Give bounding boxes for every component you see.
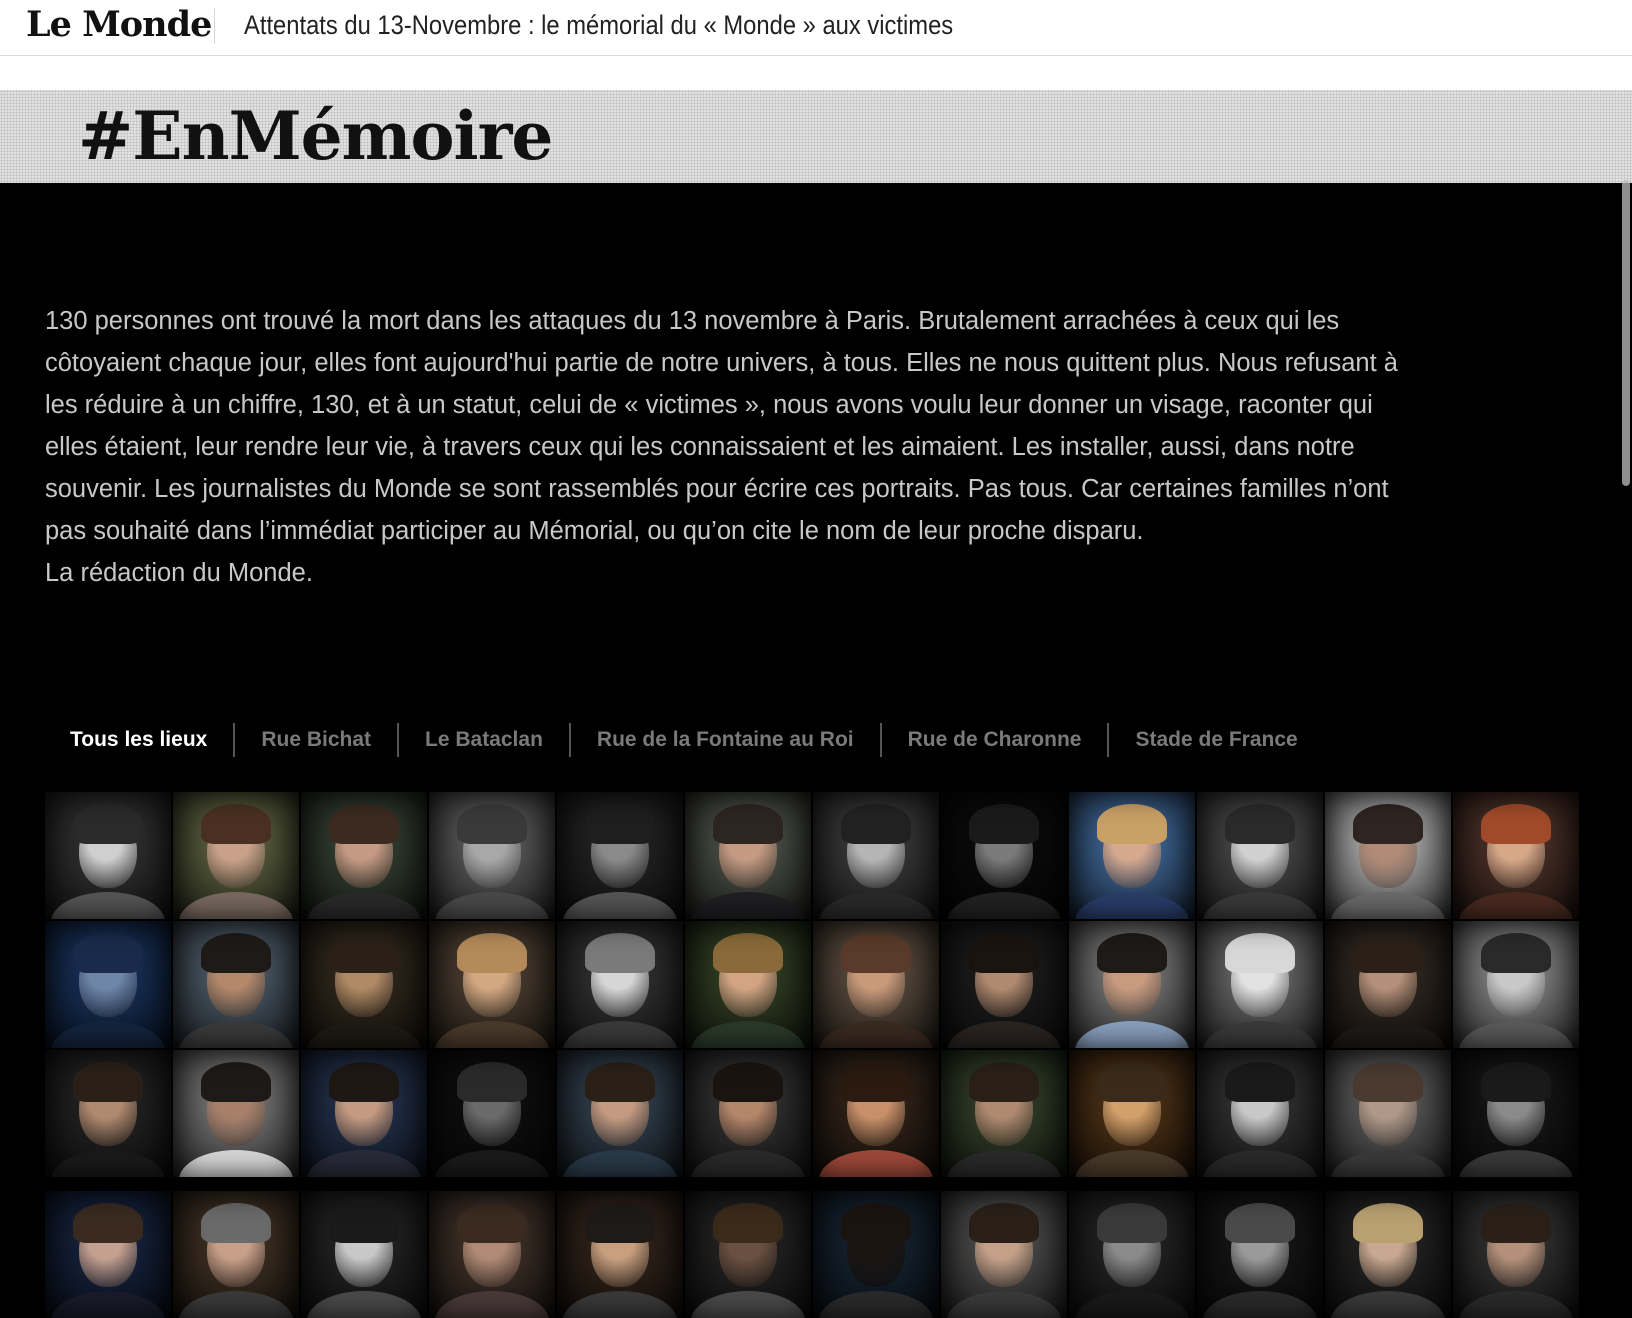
victim-portrait[interactable] bbox=[173, 921, 299, 1048]
portrait-vignette bbox=[1325, 921, 1451, 1048]
victim-portrait[interactable] bbox=[173, 1191, 299, 1318]
location-tabs bbox=[44, 720, 1324, 760]
victim-portrait[interactable] bbox=[301, 1050, 427, 1177]
victim-portrait[interactable] bbox=[941, 792, 1067, 919]
victim-portrait[interactable] bbox=[1069, 1191, 1195, 1318]
victim-portrait[interactable] bbox=[45, 792, 171, 919]
victim-portrait[interactable] bbox=[685, 792, 811, 919]
victim-portrait[interactable] bbox=[1069, 921, 1195, 1048]
portrait-vignette bbox=[813, 1050, 939, 1177]
article-title: Attentats du 13-Novembre : le mémorial du « Monde » aux victimes bbox=[244, 10, 954, 40]
portrait-vignette bbox=[557, 1191, 683, 1318]
portrait-vignette bbox=[173, 792, 299, 919]
portrait-vignette bbox=[429, 1191, 555, 1318]
portrait-vignette bbox=[301, 792, 427, 919]
victim-portrait[interactable] bbox=[429, 1050, 555, 1177]
portrait-vignette bbox=[301, 1050, 427, 1177]
portrait-vignette bbox=[429, 1050, 555, 1177]
tab-le-bataclan[interactable]: Le Bataclan bbox=[425, 728, 543, 751]
victim-portrait[interactable] bbox=[941, 1191, 1067, 1318]
victim-portrait[interactable] bbox=[941, 1050, 1067, 1177]
portrait-vignette bbox=[1325, 1191, 1451, 1318]
victim-portrait[interactable] bbox=[557, 1191, 683, 1318]
portrait-vignette bbox=[301, 921, 427, 1048]
tab-rue-de-la-fontaine-au-roi[interactable]: Rue de la Fontaine au Roi bbox=[596, 728, 854, 751]
portrait-vignette bbox=[1069, 792, 1195, 919]
victim-portrait[interactable] bbox=[1325, 792, 1451, 919]
page-scrollbar[interactable] bbox=[1618, 56, 1632, 1256]
victim-portrait[interactable] bbox=[813, 921, 939, 1048]
victim-portrait[interactable] bbox=[1197, 921, 1323, 1048]
portrait-grid bbox=[45, 792, 1584, 1306]
portrait-vignette bbox=[173, 921, 299, 1048]
intro-signature: La rédaction du Monde. bbox=[45, 559, 313, 587]
victim-portrait[interactable] bbox=[685, 921, 811, 1048]
site-header bbox=[0, 0, 1632, 56]
tab-rue-de-charonne[interactable]: Rue de Charonne bbox=[907, 728, 1082, 751]
portrait-vignette bbox=[685, 1050, 811, 1177]
victim-portrait[interactable] bbox=[301, 1191, 427, 1318]
scrollbar-thumb[interactable] bbox=[1622, 180, 1630, 486]
victim-portrait[interactable] bbox=[1453, 792, 1579, 919]
portrait-vignette bbox=[1453, 921, 1579, 1048]
victim-portrait[interactable] bbox=[429, 792, 555, 919]
portrait-vignette bbox=[685, 921, 811, 1048]
portrait-vignette bbox=[813, 792, 939, 919]
victim-portrait[interactable] bbox=[1325, 921, 1451, 1048]
portrait-vignette bbox=[1069, 1191, 1195, 1318]
intro-paragraph: 130 personnes ont trouvé la mort dans les attaques du 13 novembre à Paris. Brutalement arrachées à ceux qui les côtoyaient chaque jour, elles font aujourd'hui partie de notre univers, à tous. Elles ne nous quittent plus. Nous refusant à les réduire à un chiffre, 130, et à un statut, celui de « victimes », nous avons voulu leur donner un visage, raconter qui elles étaient, leur rendre leur vie, à travers ceux qui les connaissaient et les aimaient. Les installer, aussi, dans notre souvenir. Les journalistes du Monde se sont rassemblés pour écrire ces portraits. Pas tous. Car certaines familles n’ont pas souhaité dans l’immédiat participer au Mémorial, ou qu’on cite le nom de leur proche disparu. bbox=[45, 307, 1398, 545]
victim-portrait[interactable] bbox=[813, 1191, 939, 1318]
portrait-vignette bbox=[45, 1191, 171, 1318]
victim-portrait[interactable] bbox=[685, 1191, 811, 1318]
victim-portrait[interactable] bbox=[557, 1050, 683, 1177]
victim-portrait[interactable] bbox=[45, 1191, 171, 1318]
portrait-vignette bbox=[1197, 792, 1323, 919]
portrait-vignette bbox=[941, 921, 1067, 1048]
tab-rue-bichat[interactable]: Rue Bichat bbox=[261, 728, 372, 751]
portrait-vignette bbox=[1069, 1050, 1195, 1177]
victim-portrait[interactable] bbox=[301, 921, 427, 1048]
portrait-vignette bbox=[557, 792, 683, 919]
victim-portrait[interactable] bbox=[557, 792, 683, 919]
portrait-vignette bbox=[1069, 921, 1195, 1048]
victim-portrait[interactable] bbox=[1453, 921, 1579, 1048]
victim-portrait[interactable] bbox=[301, 792, 427, 919]
portrait-vignette bbox=[1197, 921, 1323, 1048]
portrait-vignette bbox=[557, 1050, 683, 1177]
portrait-vignette bbox=[941, 1050, 1067, 1177]
victim-portrait[interactable] bbox=[1197, 792, 1323, 919]
portrait-vignette bbox=[1325, 1050, 1451, 1177]
victim-portrait[interactable] bbox=[1069, 1050, 1195, 1177]
portrait-vignette bbox=[1453, 1191, 1579, 1318]
portrait-vignette bbox=[1197, 1191, 1323, 1318]
portrait-vignette bbox=[1325, 792, 1451, 919]
portrait-vignette bbox=[301, 1191, 427, 1318]
victim-portrait[interactable] bbox=[173, 792, 299, 919]
portrait-vignette bbox=[813, 921, 939, 1048]
victim-portrait[interactable] bbox=[685, 1050, 811, 1177]
victim-portrait[interactable] bbox=[1069, 792, 1195, 919]
banner-title: #EnMémoire bbox=[78, 97, 553, 175]
portrait-vignette bbox=[45, 921, 171, 1048]
tab-stade-de-france[interactable]: Stade de France bbox=[1135, 728, 1298, 751]
portrait-vignette bbox=[173, 1050, 299, 1177]
victim-portrait[interactable] bbox=[1453, 1050, 1579, 1177]
le-monde-logo[interactable]: Le Monde bbox=[26, 4, 212, 45]
portrait-vignette bbox=[941, 1191, 1067, 1318]
victim-portrait[interactable] bbox=[813, 1050, 939, 1177]
portrait-vignette bbox=[1197, 1050, 1323, 1177]
portrait-vignette bbox=[685, 792, 811, 919]
victim-portrait[interactable] bbox=[1453, 1191, 1579, 1318]
memorial-banner bbox=[0, 90, 1632, 183]
victim-portrait[interactable] bbox=[1325, 1050, 1451, 1177]
portrait-vignette bbox=[557, 921, 683, 1048]
header-spacer bbox=[0, 56, 1632, 90]
victim-portrait[interactable] bbox=[941, 921, 1067, 1048]
victim-portrait[interactable] bbox=[429, 921, 555, 1048]
tab-tous-les-lieux[interactable]: Tous les lieux bbox=[70, 728, 208, 751]
portrait-vignette bbox=[1453, 792, 1579, 919]
victim-portrait[interactable] bbox=[45, 921, 171, 1048]
victim-portrait[interactable] bbox=[813, 792, 939, 919]
portrait-vignette bbox=[941, 792, 1067, 919]
portrait-vignette bbox=[45, 1050, 171, 1177]
victim-portrait[interactable] bbox=[173, 1050, 299, 1177]
portrait-vignette bbox=[429, 792, 555, 919]
victim-portrait[interactable] bbox=[1197, 1191, 1323, 1318]
victim-portrait[interactable] bbox=[45, 1050, 171, 1177]
intro-text bbox=[45, 300, 1415, 594]
victim-portrait[interactable] bbox=[1197, 1050, 1323, 1177]
victim-portrait[interactable] bbox=[1325, 1191, 1451, 1318]
portrait-vignette bbox=[1453, 1050, 1579, 1177]
victim-portrait[interactable] bbox=[557, 921, 683, 1048]
portrait-vignette bbox=[45, 792, 171, 919]
portrait-vignette bbox=[813, 1191, 939, 1318]
portrait-vignette bbox=[685, 1191, 811, 1318]
header-divider bbox=[214, 8, 215, 44]
victim-portrait[interactable] bbox=[429, 1191, 555, 1318]
portrait-vignette bbox=[429, 921, 555, 1048]
portrait-vignette bbox=[173, 1191, 299, 1318]
